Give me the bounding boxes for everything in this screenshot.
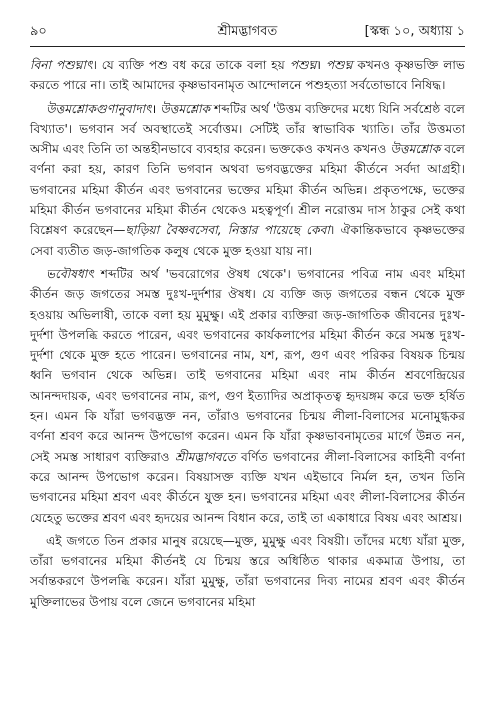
text-run: বলে বর্ণনা করা হয়, কারণ তিনি ভগবান অথবা ভগবদ্ভক্তের মহিমা কীর্তনে সর্বদা আগ্রহী। ভগবানের মহিমা কীর্তন এবং ভগবানের ভক্তের মহিমা কীর্তন অভিন্ন। প্রকৃতপক্ষে, ভক্তের মহিমা কীর্তন ভগবানের মহিমা কীর্তন থেকেও মহত্বপূর্ণ। শ্রীল নরোত্তম দাস ঠাকুর সেই কথা বিশ্লেষণ করেছেন—: [30, 142, 465, 238]
italic-term: উত্তমশ্লোক: [160, 101, 211, 116]
italic-term: ভবৌষধাৎ: [46, 266, 94, 281]
paragraph-p2: [30, 99, 465, 261]
text-run: শব্দটির অর্থ 'ভবরোগের ঔষধ থেকে'। ভগবানের পবিত্র নাম এবং মহিমা কীর্তন জড় জগতের সমস্ত দুঃখ-দুর্দশার ঔষধ। যে ব্যক্তি জড় জগতের বন্ধন থেকে মুক্ত হওয়ায় অভিলাষী, তাকে বলা হয় মুমুক্ষু। এই প্রকার ব্যক্তিরা জড়-জাগতিক জীবনের দুঃখ-দুর্দশা উপলব্ধি করতে পারেন, এবং ভগবানের কার্যকলাপের মহিমা কীর্তন করে সমস্ত দুঃখ-দুর্দশা থেকে মুক্ত হতে পারেন। ভগবানের নাম, যশ, রূপ, গুণ এবং পরিকর বিষয়ক চিন্ময় ধ্বনি ভগবান থেকে অভিন্ন। তাই ভগবানের মহিমা এবং নাম কীর্তন শ্রবণেন্দ্রিয়ের আনন্দদায়ক, এবং ভগবানের নাম, রূপ, গুণ ইত্যাদির অপ্রাকৃতত্ব হৃদয়ঙ্গম করে ভক্ত হর্ষিত হন। এমন কি যাঁরা ভগবদ্ভক্ত নন, তাঁরাও ভগবানের চিন্ময় লীলা-বিলাসের মনোমুগ্ধকর বর্ণনা শ্রবণ করে আনন্দ উপভোগ করেন। এমন কি যাঁরা কৃষ্ণভাবনামৃতের মার্গে উন্নত নন, সেই সমস্ত সাধারণ ব্যক্তিরাও: [30, 266, 465, 464]
text-run: বর্ণিত ভগবানের লীলা-বিলাসের কাহিনী বর্ণনা করে আনন্দ উপভোগ করেন। বিষয়াসক্ত ব্যক্তি যখন এইভাবে নির্মল হন, তখন তিনি ভগবানের মহিমা শ্রবণ এবং কীর্তনে যুক্ত হন। ভগবানের মহিমা এবং লীলা-বিলাসের কীর্তন যেহেতু ভক্তের শ্রবণ এবং হৃদয়ের আনন্দ বিধান করে, তাই তা একাধারে বিষয় এবং আশ্রয়।: [30, 449, 465, 525]
text-run: কখনও কৃষ্ণভক্তি লাভ করতে পারে না। তাই আমাদের কৃষ্ণভাবনামৃত আন্দোলনে পশুহত্যা সর্বতোভাবে নিষিদ্ধ।: [30, 58, 465, 93]
italic-term: বিনা পশুঘ্নাৎ: [30, 58, 93, 72]
italic-term: উত্তমশ্লোকগুণানুবাদাৎ: [46, 101, 152, 116]
page-header: [30, 22, 465, 42]
paragraph-p1: [30, 55, 465, 96]
text-run: এই জগতে তিন প্রকার মানুষ রয়েছে—মুক্ত, মুমুক্ষু এবং বিষয়ী। তাঁদের মধ্যে যাঁরা মুক্ত, তাঁরা ভগবানের মহিমা কীর্তনই যে চিন্ময় স্তরে অধিষ্ঠিত থাকার একমাত্র উপায়, তা সর্বান্তকরণে উপলব্ধি করেন। যাঁরা মুমুক্ষু, তাঁরা ভগবানের দিব্য নামের শ্রবণ এবং কীর্তন মুক্তিলাভের উপায় বলে জেনে ভগবানের মহিমা: [30, 533, 465, 609]
paragraph-p3: [30, 264, 465, 528]
header-rule: [30, 46, 465, 47]
text-run: ।: [151, 101, 161, 116]
text-run: শব্দটির অর্থ 'উত্তম ব্যক্তিদের মধ্যে যিনি সর্বশ্রেষ্ঠ বলে বিখ্যাত'। ভগবান সর্ব অবস্থাতেই সর্বোত্তম। সেটিই তাঁর স্বাভাবিক খ্যাতি। তাঁর উত্তমতা অসীম এবং তিনি তা অন্তহীনভাবে ব্যবহার করেন। ভক্তকেও কখনও কখনও: [30, 101, 465, 157]
body-text: [30, 55, 465, 612]
text-run: । যে ব্যক্তি পশু বধ করে তাকে বলা হয়: [92, 58, 290, 72]
italic-term: পশুঘ্ন: [289, 58, 317, 72]
chapter-reference: [স্কন্ধ ১০, অধ্যায় ১: [364, 24, 465, 39]
text-run: ।: [316, 58, 326, 72]
text-run: । ঐকান্তিকভাবে কৃষ্ণভক্তের সেবা ব্যতীত জড়-জাগতিক কলুষ থেকে মুক্ত হওয়া যায় না।: [30, 223, 465, 258]
italic-term: শ্রীমদ্ভাগবতে: [174, 449, 236, 464]
italic-term: পশুঘ্ন: [325, 58, 353, 72]
italic-term: উত্তমশ্লোক: [390, 142, 441, 157]
italic-term: ছাড়িয়া বৈষ্ণবসেবা, নিস্তার পায়েছে কেবা: [125, 223, 330, 238]
paragraph-p4: [30, 531, 465, 612]
book-title: শ্রীমদ্ভাগবত: [217, 24, 278, 39]
page-number: ৯০: [30, 24, 47, 39]
